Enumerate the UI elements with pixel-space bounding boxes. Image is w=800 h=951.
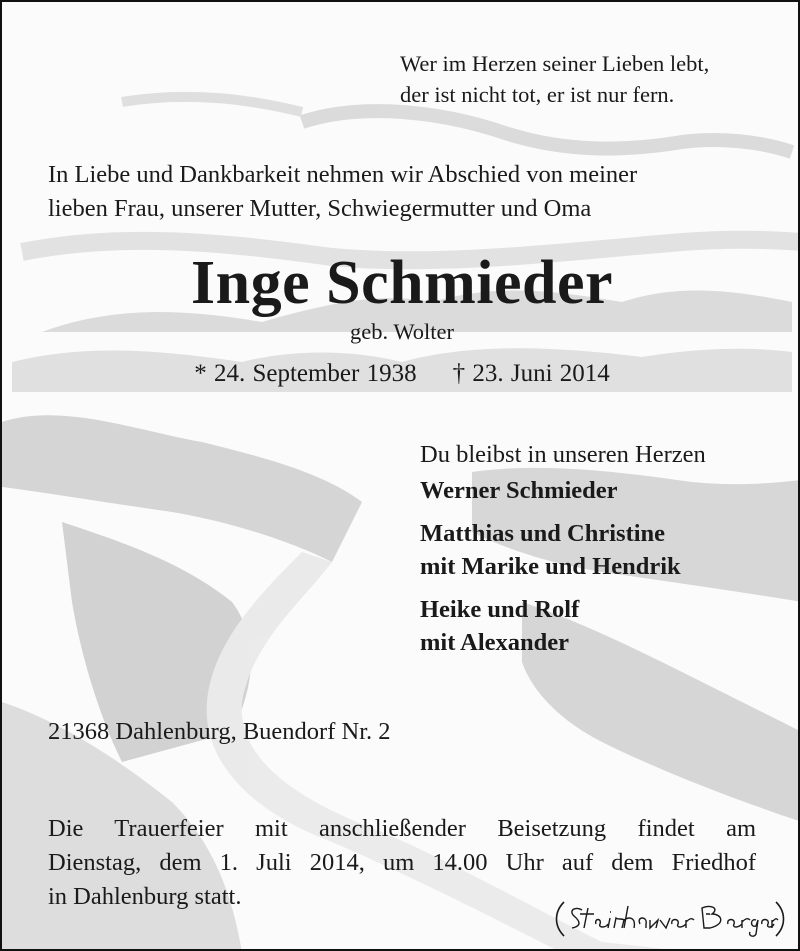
intro-text — [48, 158, 637, 226]
epigraph-line-1: Wer im Herzen seiner Lieben lebt, — [400, 51, 710, 76]
mourner-name: Heike und Rolf — [420, 596, 580, 623]
death-date: † 23. Juni 2014 — [452, 360, 610, 387]
mourner-group — [420, 517, 706, 583]
maiden-name: geb. Wolter — [350, 319, 454, 344]
funeral-line-1: Die Trauerfeier mit anschließender Beisetzung findet am — [48, 815, 756, 842]
intro-line-1: In Liebe und Dankbarkeit nehmen wir Abschied von meiner — [48, 161, 638, 188]
funeral-line-3: in Dahlenburg statt. — [48, 883, 242, 910]
mourner-name: Matthias und Christine — [420, 520, 666, 547]
life-dates — [2, 360, 800, 388]
mourner-group — [420, 474, 706, 507]
mourners-block — [420, 438, 706, 659]
mourners-motto: Du bleibst in unseren Herzen — [420, 441, 706, 468]
deceased-name: Inge Schmieder — [190, 249, 614, 317]
birth-date: * 24. September 1938 — [194, 360, 417, 387]
intro-line-2: lieben Frau, unserer Mutter, Schwiegermutter und Oma — [48, 195, 592, 222]
mourner-group — [420, 593, 706, 659]
mourner-name: mit Marike und Hendrik — [420, 553, 681, 580]
epigraph — [400, 48, 709, 110]
undertaker-signature — [550, 898, 790, 940]
mourner-name: mit Alexander — [420, 629, 570, 656]
funeral-line-2: Dienstag, dem 1. Juli 2014, um 14.00 Uhr auf dem Friedhof — [48, 849, 756, 876]
mourner-name: Werner Schmieder — [420, 477, 618, 504]
epigraph-line-2: der ist nicht tot, er ist nur fern. — [400, 82, 675, 107]
family-address: 21368 Dahlenburg, Buendorf Nr. 2 — [48, 718, 391, 745]
